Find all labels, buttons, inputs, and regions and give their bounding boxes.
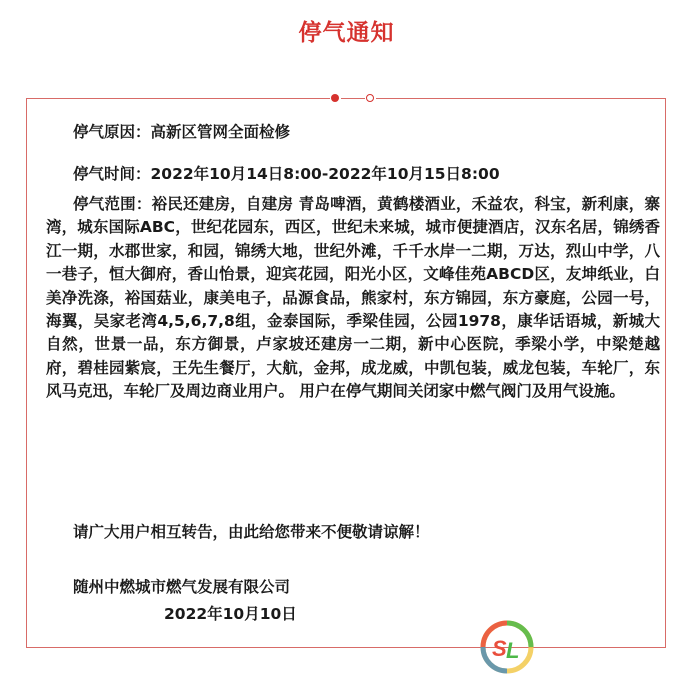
apology-notice: 请广大用户相互转告，由此给您带来不便敬请谅解！: [73, 523, 430, 541]
company-name: 随州中燃城市燃气发展有限公司: [73, 578, 291, 596]
outage-time: 停气时间：2022年10月14日8:00-2022年10月15日8:00: [73, 165, 500, 184]
outage-scope: 停气范围：裕民还建房，自建房 青岛啤酒，黄鹤楼酒业，禾益农，科宝，新利康，寨湾，城东国际ABC，世纪花园东，西区，世纪未来城，城市便捷酒店，汉东名居，锦绣香江一期，水郡世家，和园，锦绣大地，世纪外滩，千千水岸一二期，万达，烈山中学，八一巷子，恒大御府，香山怡景，迎宾花园，阳光小区，文峰佳苑ABCD区，友坤纸业，白美净洗涤，裕国菇业，康美电子，品源食品，熊家村，东方锦园，东方豪庭，公园一号，海翼，吴家老湾4,5,6,7,8组，金泰国际，季梁佳园，公园1978，康华话语城，新城大自然，世景一品，东方御景，卢家坡还建房一二期，新中心医院，季梁小学，中梁楚越府，碧桂园紫宸，王先生餐厅，大航，金邦，成龙威，中凯包装，威龙包装，车轮厂，东风马克迅，车轮厂及周边商业用户。 用户在停气期间关闭家中燃气阀门及用气设施。: [46, 195, 660, 401]
page-title: 停气通知: [298, 20, 395, 46]
notice-header-block: [73, 121, 663, 187]
sl-watermark-logo-icon: [478, 618, 536, 676]
svg-text:S: S: [492, 636, 507, 661]
notice-date: 2022年10月10日: [164, 605, 297, 623]
outage-reason: 停气原因：高新区管网全面检修: [73, 123, 291, 141]
svg-text:L: L: [506, 638, 520, 663]
